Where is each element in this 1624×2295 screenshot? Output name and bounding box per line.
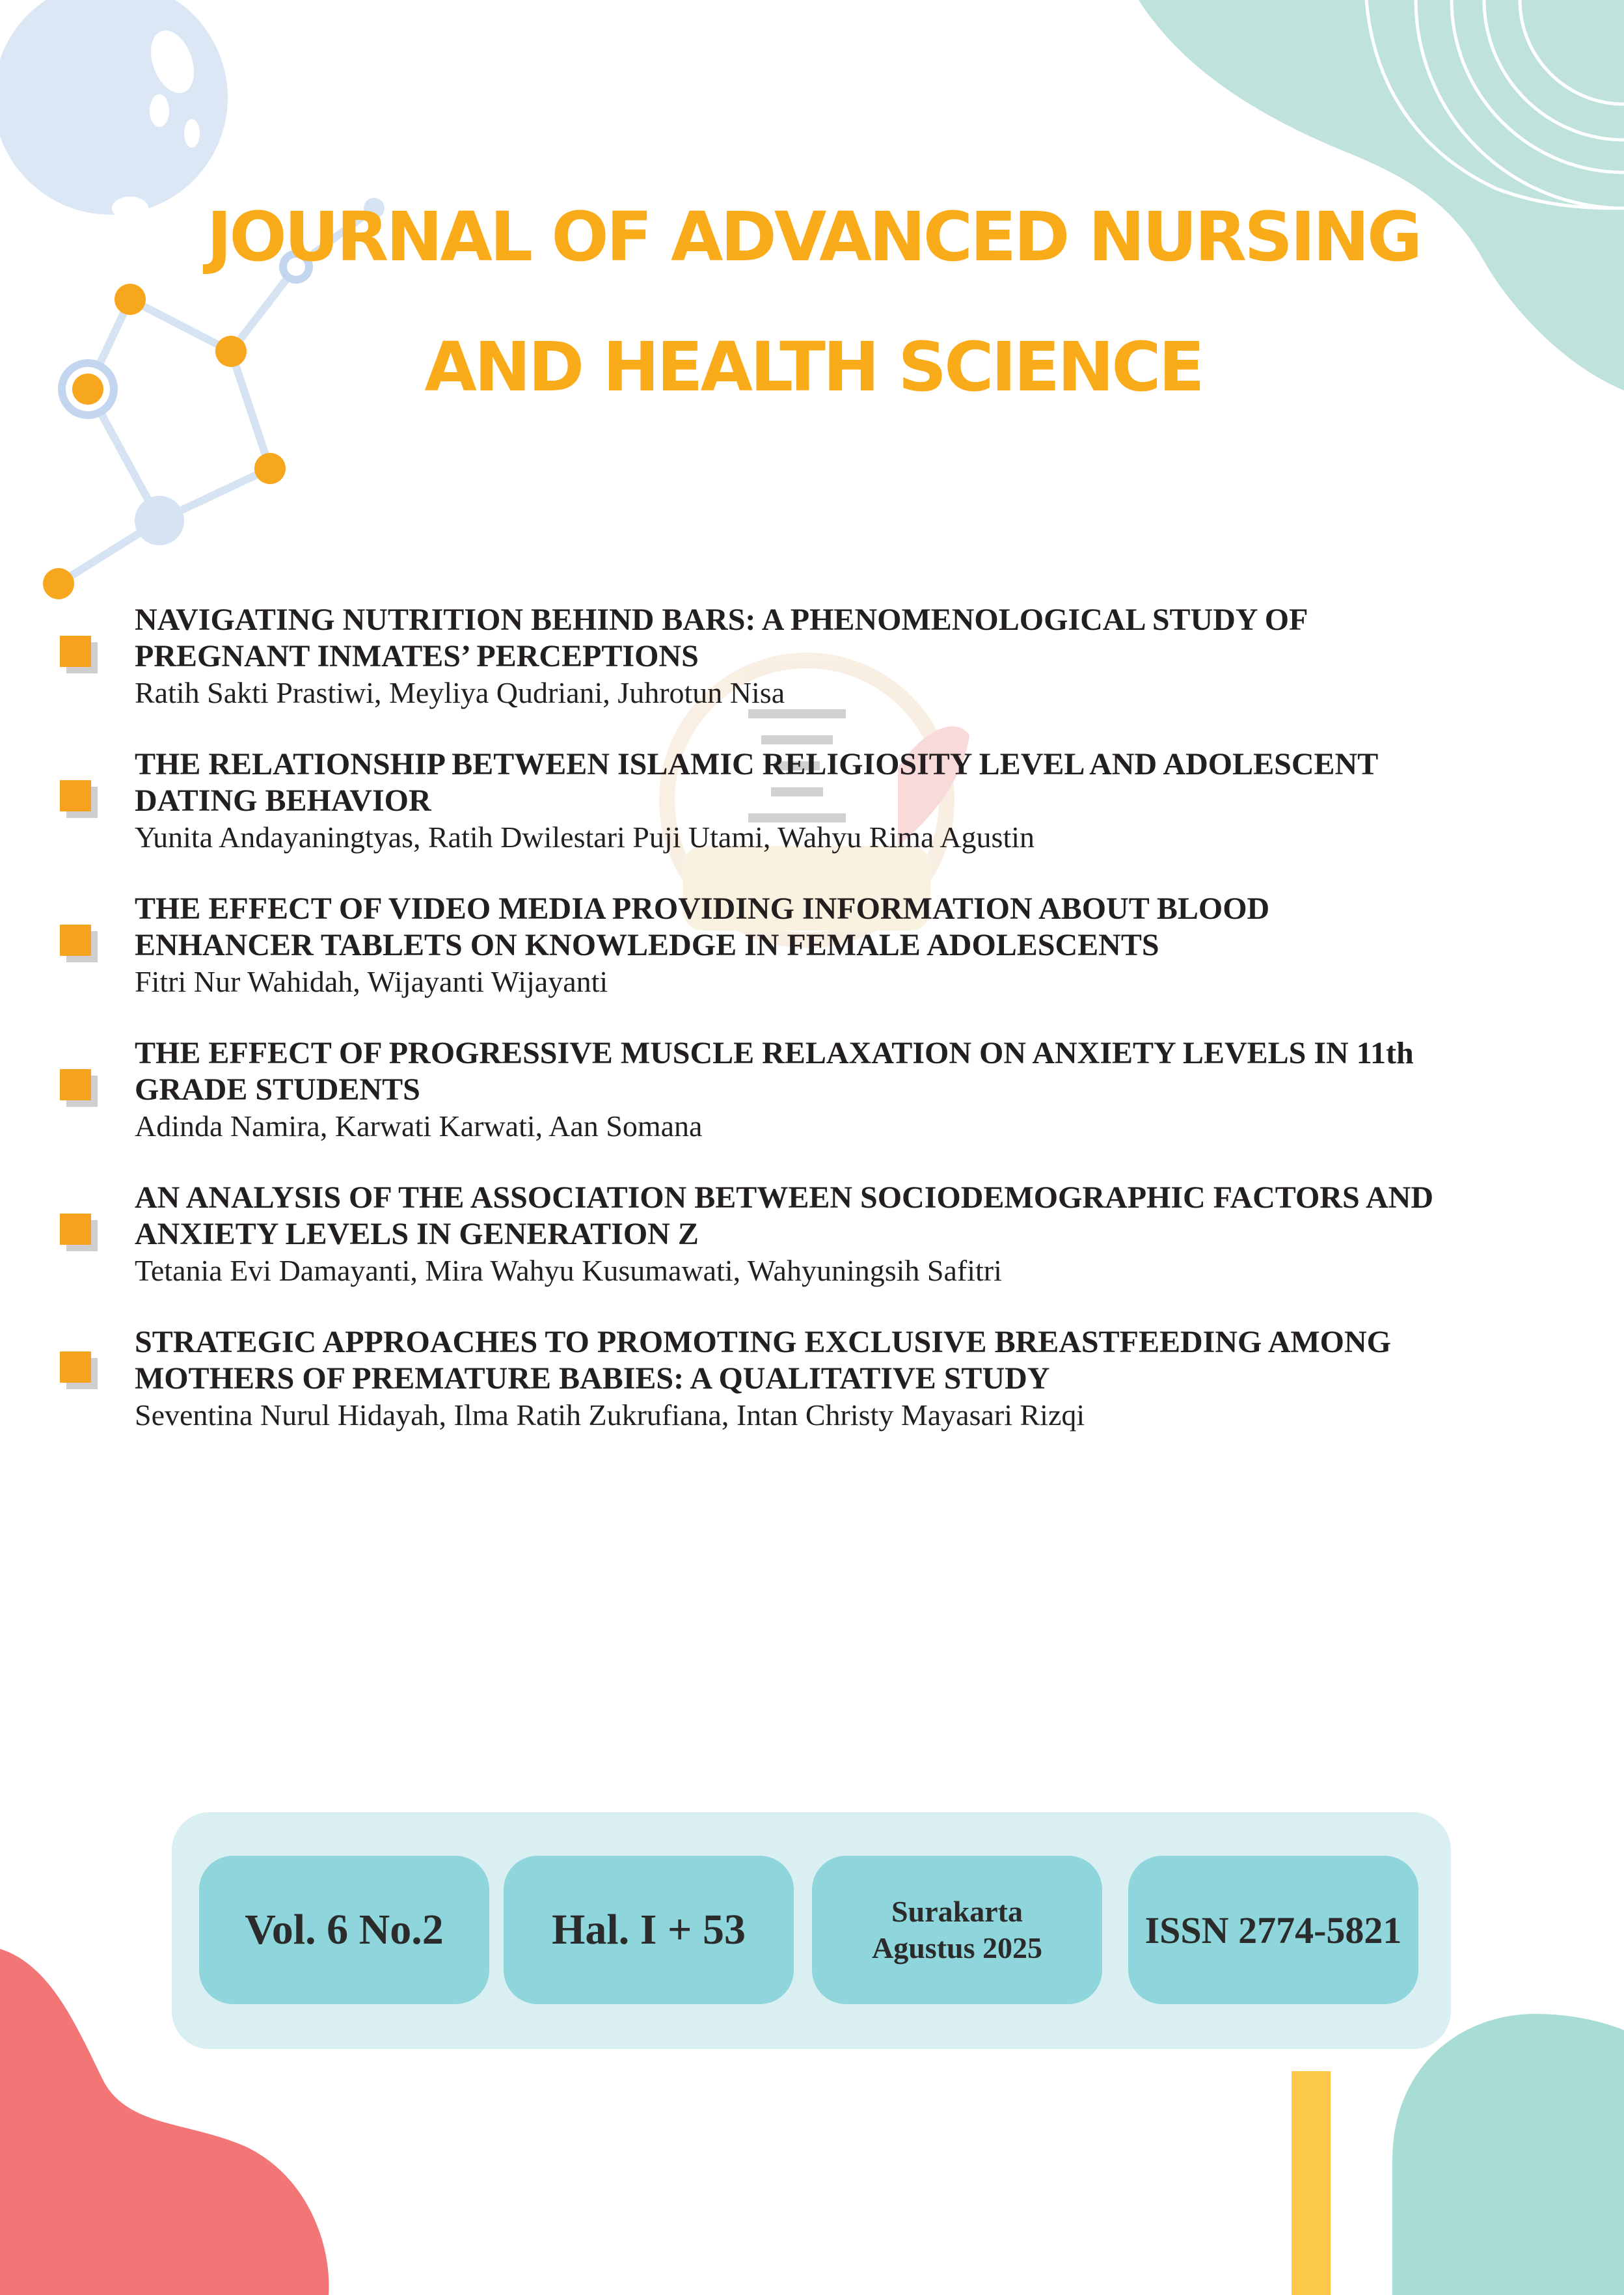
article-authors: Tetania Evi Damayanti, Mira Wahyu Kusumawati, Wahyuningsih Safitri <box>135 1254 1002 1287</box>
list-bullet-icon <box>60 1351 91 1383</box>
list-bullet-icon <box>60 1214 91 1245</box>
article-title-line2: MOTHERS OF PREMATURE BABIES: A QUALITATIVE STUDY <box>135 1361 1050 1396</box>
article-title-line2: PREGNANT INMATES’ PERCEPTIONS <box>135 639 699 673</box>
teal-arch-decoration <box>1392 2014 1624 2295</box>
article-title-line1: THE EFFECT OF PROGRESSIVE MUSCLE RELAXATION ON ANXIETY LEVELS IN 11th <box>135 1036 1414 1070</box>
list-bullet-icon <box>60 636 91 667</box>
article-title-line1: THE EFFECT OF VIDEO MEDIA PROVIDING INFORMATION ABOUT BLOOD <box>135 891 1270 926</box>
list-bullet-icon <box>60 1069 91 1100</box>
article-title-line2: ENHANCER TABLETS ON KNOWLEDGE IN FEMALE ADOLESCENTS <box>135 928 1159 962</box>
article-title-line2: ANXIETY LEVELS IN GENERATION Z <box>135 1217 699 1251</box>
journal-title-line1: JOURNAL OF ADVANCED NURSING <box>206 197 1420 277</box>
article-title-line1: AN ANALYSIS OF THE ASSOCIATION BETWEEN SOCIODEMOGRAPHIC FACTORS AND <box>135 1180 1433 1215</box>
publication-city: Surakarta <box>891 1895 1023 1928</box>
article-title-line1: STRATEGIC APPROACHES TO PROMOTING EXCLUSIVE BREASTFEEDING AMONG <box>135 1325 1391 1359</box>
volume-box: Vol. 6 No.2 <box>199 1856 489 2004</box>
teal-wave-decoration <box>1139 0 1624 390</box>
issue-info-panel <box>172 1812 1451 2049</box>
article-title-line2: DATING BEHAVIOR <box>135 783 431 818</box>
pages-box: Hal. I + 53 <box>504 1856 794 2004</box>
publication-box <box>812 1856 1102 2004</box>
moon-decoration <box>0 0 228 220</box>
list-bullet-icon <box>60 780 91 811</box>
yellow-bar-decoration <box>1292 2071 1331 2295</box>
article-authors: Seventina Nurul Hidayah, Ilma Ratih Zukrufiana, Intan Christy Mayasari Rizqi <box>135 1398 1085 1432</box>
journal-title-line2: AND HEALTH SCIENCE <box>424 327 1202 407</box>
article-authors: Yunita Andayaningtyas, Ratih Dwilestari Puji Utami, Wahyu Rima Agustin <box>135 821 1035 854</box>
article-title-line1: THE RELATIONSHIP BETWEEN ISLAMIC RELIGIOSITY LEVEL AND ADOLESCENT <box>135 747 1379 781</box>
article-authors: Fitri Nur Wahidah, Wijayanti Wijayanti <box>135 965 608 998</box>
article-title-line2: GRADE STUDENTS <box>135 1072 420 1107</box>
article-title-line1: NAVIGATING NUTRITION BEHIND BARS: A PHENOMENOLOGICAL STUDY OF <box>135 603 1308 637</box>
article-authors: Ratih Sakti Prastiwi, Meyliya Qudriani, Juhrotun Nisa <box>135 676 785 709</box>
article-authors: Adinda Namira, Karwati Karwati, Aan Somana <box>135 1109 703 1143</box>
publication-date: Agustus 2025 <box>871 1931 1042 1964</box>
issn-box: ISSN 2774-5821 <box>1128 1856 1418 2004</box>
list-bullet-icon <box>60 925 91 956</box>
